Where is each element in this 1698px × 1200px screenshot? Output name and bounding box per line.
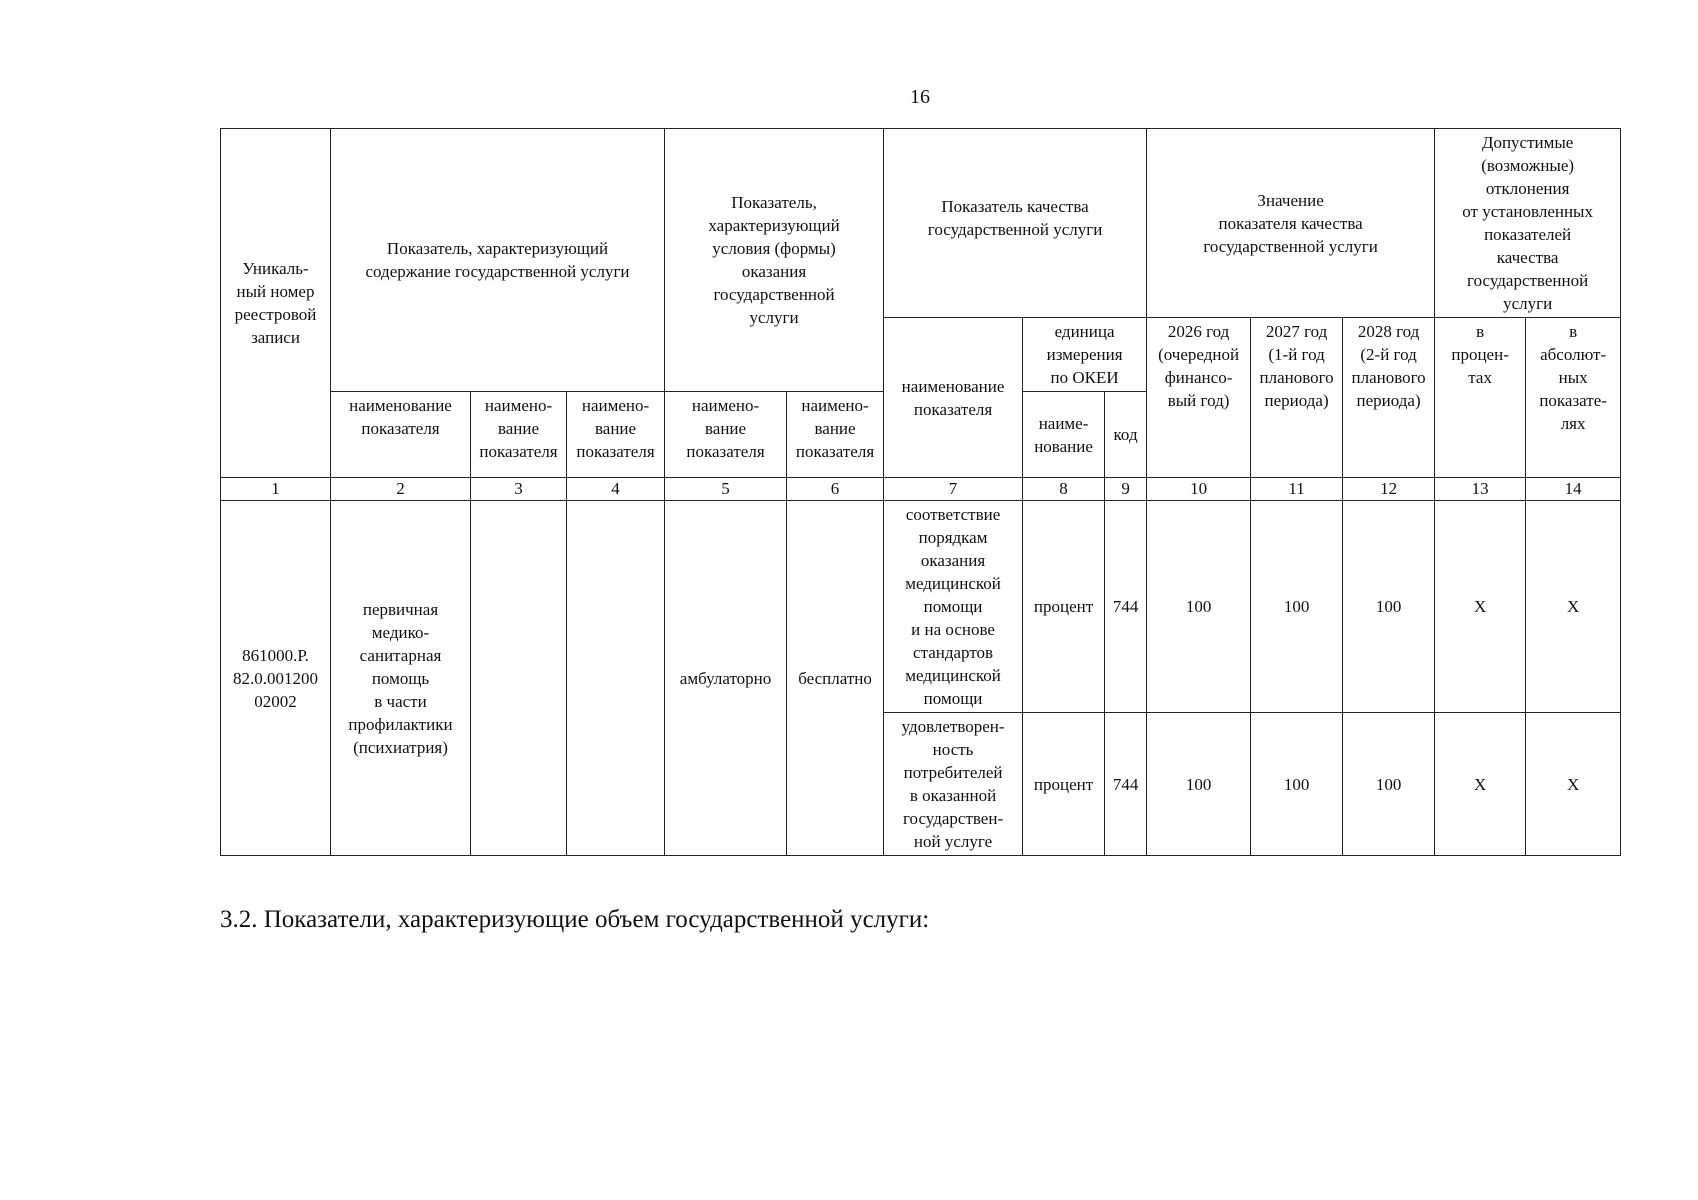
condition-payment-cell: бесплатно (787, 501, 884, 856)
header-year-2028: 2028 год (2-й год планового периода) (1343, 318, 1435, 478)
header-okei-code: код (1105, 392, 1147, 478)
column-number: 1 (221, 478, 331, 501)
header-quality-indicator: Показатель качества государственной услуги (884, 129, 1147, 318)
header-content-indicator: Показатель, характеризующий содержание государственной услуги (331, 129, 665, 392)
column-number: 11 (1251, 478, 1343, 501)
column-number: 9 (1105, 478, 1147, 501)
header-year-2027: 2027 год (1-й год планового периода) (1251, 318, 1343, 478)
header-col6-name: наимено- вание показателя (787, 392, 884, 478)
quality-indicators-table (220, 128, 1621, 856)
header-conditions-indicator: Показатель, характеризующий условия (формы) оказания государственной услуги (665, 129, 884, 392)
header-col2-name: наименование показателя (331, 392, 471, 478)
header-deviation-absolute: в абсолют- ных показате- лях (1526, 318, 1621, 478)
column-number: 12 (1343, 478, 1435, 501)
indicator-name-cell: соответствие порядкам оказания медицинской помощи и на основе стандартов медицинской помощи (884, 501, 1023, 713)
value-2026-cell: 100 (1147, 713, 1251, 856)
column-number: 7 (884, 478, 1023, 501)
deviation-percent-cell: Х (1435, 501, 1526, 713)
value-2026-cell: 100 (1147, 501, 1251, 713)
registry-number-cell: 861000.Р. 82.0.001200 02002 (221, 501, 331, 856)
header-row-1 (221, 129, 1621, 318)
value-2028-cell: 100 (1343, 501, 1435, 713)
page-number: 16 (910, 86, 930, 108)
column-number: 14 (1526, 478, 1621, 501)
unit-code-cell: 744 (1105, 501, 1147, 713)
column-number: 3 (471, 478, 567, 501)
indicator-name-cell: удовлетворен- ность потребителей в оказанной государствен- ной услуге (884, 713, 1023, 856)
column-number: 5 (665, 478, 787, 501)
condition-form-cell: амбулаторно (665, 501, 787, 856)
header-col3-name: наимено- вание показателя (471, 392, 567, 478)
column-number: 8 (1023, 478, 1105, 501)
unit-code-cell: 744 (1105, 713, 1147, 856)
header-deviations: Допустимые (возможные) отклонения от установленных показателей качества государственной услуги (1435, 129, 1621, 318)
column-numbers-row (221, 478, 1621, 501)
deviation-absolute-cell: Х (1526, 501, 1621, 713)
unit-name-cell: процент (1023, 713, 1105, 856)
table-row (221, 501, 1621, 713)
header-unique-number: Уникаль- ный номер реестровой записи (221, 129, 331, 478)
header-indicator-name: наименование показателя (884, 318, 1023, 478)
value-2028-cell: 100 (1343, 713, 1435, 856)
header-okei-unit: единица измерения по ОКЕИ (1023, 318, 1147, 392)
column-number: 6 (787, 478, 884, 501)
column-number: 4 (567, 478, 665, 501)
header-deviation-percent: в процен- тах (1435, 318, 1526, 478)
content-col4-cell (567, 501, 665, 856)
section-heading: 3.2. Показатели, характеризующие объем государственной услуги: (220, 906, 930, 933)
header-okei-name: наиме- нование (1023, 392, 1105, 478)
column-number: 2 (331, 478, 471, 501)
unit-name-cell: процент (1023, 501, 1105, 713)
column-number: 10 (1147, 478, 1251, 501)
header-quality-value: Значение показателя качества государственной услуги (1147, 129, 1435, 318)
deviation-absolute-cell: Х (1526, 713, 1621, 856)
header-col4-name: наимено- вание показателя (567, 392, 665, 478)
content-name-cell: первичная медико- санитарная помощь в части профилактики (психиатрия) (331, 501, 471, 856)
value-2027-cell: 100 (1251, 501, 1343, 713)
header-year-2026: 2026 год (очередной финансо- вый год) (1147, 318, 1251, 478)
value-2027-cell: 100 (1251, 713, 1343, 856)
deviation-percent-cell: Х (1435, 713, 1526, 856)
content-col3-cell (471, 501, 567, 856)
column-number: 13 (1435, 478, 1526, 501)
header-col5-name: наимено- вание показателя (665, 392, 787, 478)
